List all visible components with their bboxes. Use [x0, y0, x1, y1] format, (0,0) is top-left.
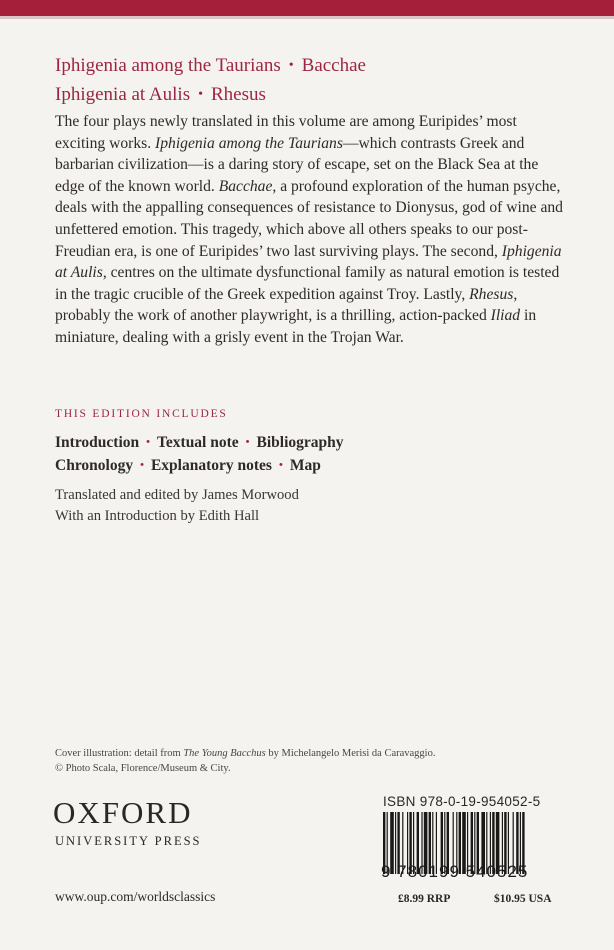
- cover-credit-line: [55, 746, 435, 761]
- includes-row-2: [55, 455, 344, 478]
- include-item: Introduction: [55, 434, 140, 451]
- publisher-logo: OXFORD: [53, 795, 193, 830]
- include-separator: •: [245, 436, 250, 448]
- cover-illustration-credit: [55, 746, 435, 776]
- barcode-digits: 9 780199 540525: [381, 862, 529, 881]
- blurb-text: The four plays newly translated in this volume are among Euripides’ most exciting works.: [55, 113, 517, 152]
- cover-credit-text: Cover illustration: detail from: [55, 748, 184, 759]
- title-iphigenia-aulis: Iphigenia at Aulis: [55, 84, 191, 105]
- blurb-text: in miniature, dealing with a grisly event in the Trojan War.: [55, 307, 537, 346]
- includes-heading: THIS EDITION INCLUDES: [55, 408, 228, 420]
- blurb-text: , centres on the ultimate dysfunctional family as natural emotion is tested in the tragic crucible of the Greek expedition against Troy. Lastly,: [55, 264, 560, 303]
- title-separator: •: [198, 87, 203, 102]
- publisher-website: www.oup.com/worldsclassics: [55, 889, 216, 904]
- blurb-title-ref: Iphigenia at Aulis: [55, 242, 562, 282]
- blurb-text: , a profound exploration of the human psyche, deals with the appalling consequences of resistance to Dionysus, god of wine and unfettered emotion. This tragedy, which above all others speaks to our post-Freudian era, is one of Euripides’ two last surviving plays. The second,: [55, 177, 563, 260]
- price-us: $10.95 USA: [494, 893, 552, 905]
- include-separator: •: [140, 459, 144, 471]
- translator-credits: [55, 485, 299, 527]
- blurb-paragraph: [55, 111, 565, 349]
- title-rhesus: Rhesus: [211, 84, 266, 105]
- top-color-band: [0, 0, 614, 16]
- includes-list: [55, 432, 344, 478]
- price-uk: £8.99 RRP: [398, 893, 451, 905]
- play-titles: [55, 52, 366, 110]
- include-separator: •: [278, 459, 283, 471]
- title-row-2: [55, 81, 366, 110]
- book-blurb: [55, 111, 565, 349]
- cover-credit-work: The Young Bacchus: [183, 748, 266, 759]
- blurb-title-ref: Bacchae: [218, 177, 273, 195]
- blurb-title-ref: Iphigenia among the Taurians: [155, 134, 343, 152]
- title-row-1: [55, 52, 366, 81]
- include-item: Bibliography: [256, 434, 344, 451]
- introduction-line: With an Introduction by Edith Hall: [55, 508, 260, 524]
- includes-row-1: [55, 432, 344, 455]
- isbn-label: ISBN 978-0-19-954052-5: [383, 794, 541, 809]
- blurb-text: —which contrasts Greek and barbarian civilization—is a daring story of escape, set on the Black Sea at the edge of the known world.: [55, 134, 539, 195]
- title-separator: •: [288, 58, 294, 73]
- cover-credit-text: by Michelangelo Merisi da Caravaggio.: [265, 748, 436, 759]
- title-iphigenia-taurians: Iphigenia among the Taurians: [55, 55, 281, 76]
- include-item: Map: [289, 457, 321, 474]
- include-item: Textual note: [156, 434, 239, 451]
- blurb-title-ref: Rhesus: [469, 285, 514, 303]
- photo-credit-line: © Photo Scala, Florence/Museum & City.: [55, 763, 231, 774]
- include-item: Chronology: [55, 457, 134, 474]
- blurb-title-ref: Iliad: [490, 307, 521, 325]
- include-separator: •: [146, 436, 150, 448]
- publisher-subtitle: UNIVERSITY PRESS: [55, 834, 202, 848]
- blurb-text: , probably the work of another playwright, is a thrilling, action-packed: [55, 285, 518, 325]
- title-bacchae: Bacchae: [301, 55, 366, 76]
- include-item: Explanatory notes: [150, 457, 272, 474]
- translator-line: Translated and edited by James Morwood: [55, 487, 299, 503]
